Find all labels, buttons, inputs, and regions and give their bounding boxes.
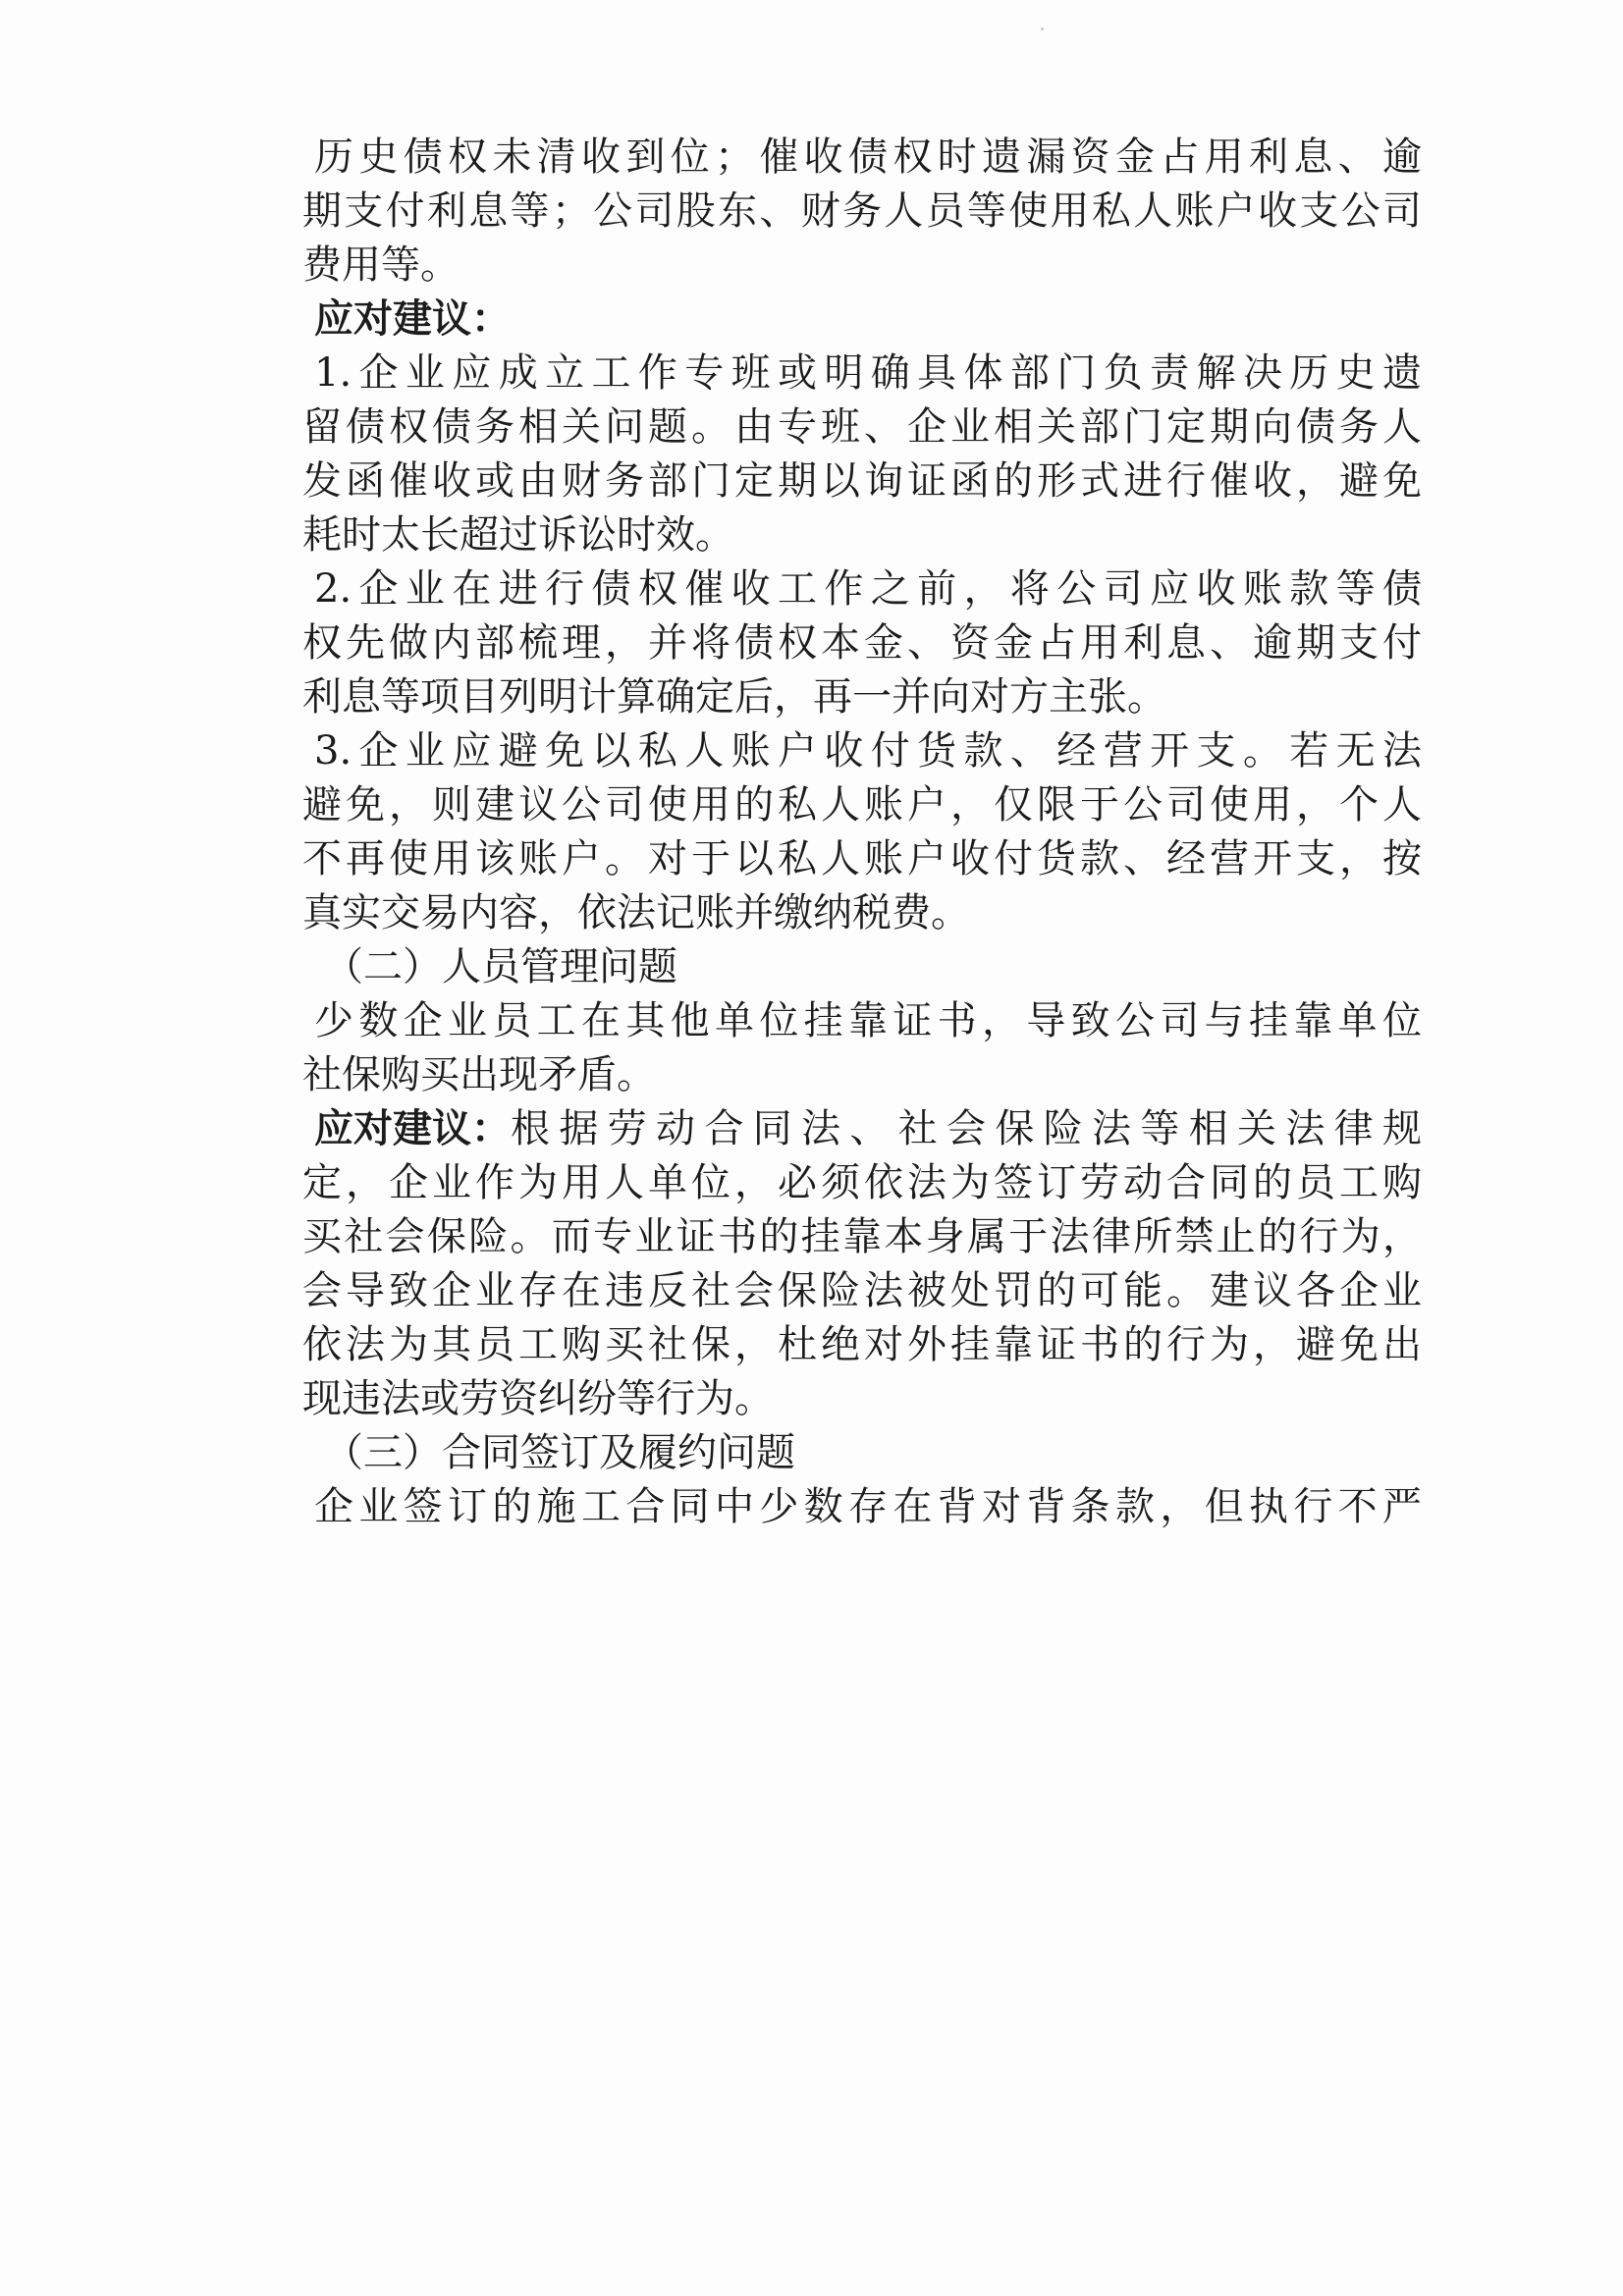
paragraph-line: 1.企业应成立工作专班或明确具体部门负责解决历史遗 (314, 350, 1422, 396)
paragraph-line: 买社会保险。而专业证书的挂靠本身属于法律所禁止的行为， (302, 1214, 1422, 1259)
scan-artifact (1041, 27, 1044, 30)
paragraph-line: 利息等项目列明计算确定后，再一并向对方主张。 (302, 674, 1166, 720)
paragraph-line: 权先做内部梳理，并将债权本金、资金占用利息、逾期支付 (302, 620, 1422, 666)
paragraph-line: 依法为其员工购买社保，杜绝对外挂靠证书的行为，避免出 (302, 1322, 1422, 1367)
paragraph-line: 耗时太长超过诉讼时效。 (302, 512, 734, 558)
section-subheading: 应对建议： (314, 295, 511, 342)
paragraph-line: 企业签订的施工合同中少数存在背对背条款，但执行不严 (314, 1484, 1422, 1529)
paragraph-line: 发函催收或由财务部门定期以询证函的形式进行催收，避免 (302, 458, 1422, 504)
paragraph-line: 2.企业在进行债权催收工作之前，将公司应收账款等债 (314, 566, 1422, 612)
paragraph-line: 真实交易内容，依法记账并缴纳税费。 (302, 890, 970, 935)
paragraph-line (314, 1101, 1422, 1156)
section-heading: （三）合同签订及履约问题 (324, 1430, 795, 1475)
paragraph-line: 现违法或劳资纠纷等行为。 (302, 1376, 774, 1421)
paragraph-line: 避免，则建议公司使用的私人账户，仅限于公司使用，个人 (302, 782, 1422, 828)
paragraph-line: 定，企业作为用人单位，必须依法为签订劳动合同的员工购 (302, 1160, 1422, 1205)
section-subheading: 应对建议： (314, 1105, 511, 1151)
paragraph-text: 根据劳动合同法、社会保险法等相关法律规 (511, 1106, 1422, 1151)
paragraph-line: 留债权债务相关问题。由专班、企业相关部门定期向债务人 (302, 404, 1422, 450)
paragraph-line: 期支付利息等；公司股东、财务人员等使用私人账户收支公司 (302, 188, 1422, 234)
paragraph-line: 社保购买出现矛盾。 (302, 1052, 656, 1097)
paragraph-line: 3.企业应避免以私人账户收付货款、经营开支。若无法 (314, 728, 1422, 774)
paragraph-line: 会导致企业存在违反社会保险法被处罚的可能。建议各企业 (302, 1268, 1422, 1313)
paragraph-line: 不再使用该账户。对于以私人账户收付货款、经营开支，按 (302, 836, 1422, 881)
paragraph-line: 少数企业员工在其他单位挂靠证书，导致公司与挂靠单位 (314, 998, 1422, 1043)
paragraph-line: 历史债权未清收到位；催收债权时遗漏资金占用利息、逾 (314, 134, 1422, 180)
paragraph-line: 费用等。 (302, 242, 460, 288)
section-heading: （二）人员管理问题 (324, 944, 677, 989)
